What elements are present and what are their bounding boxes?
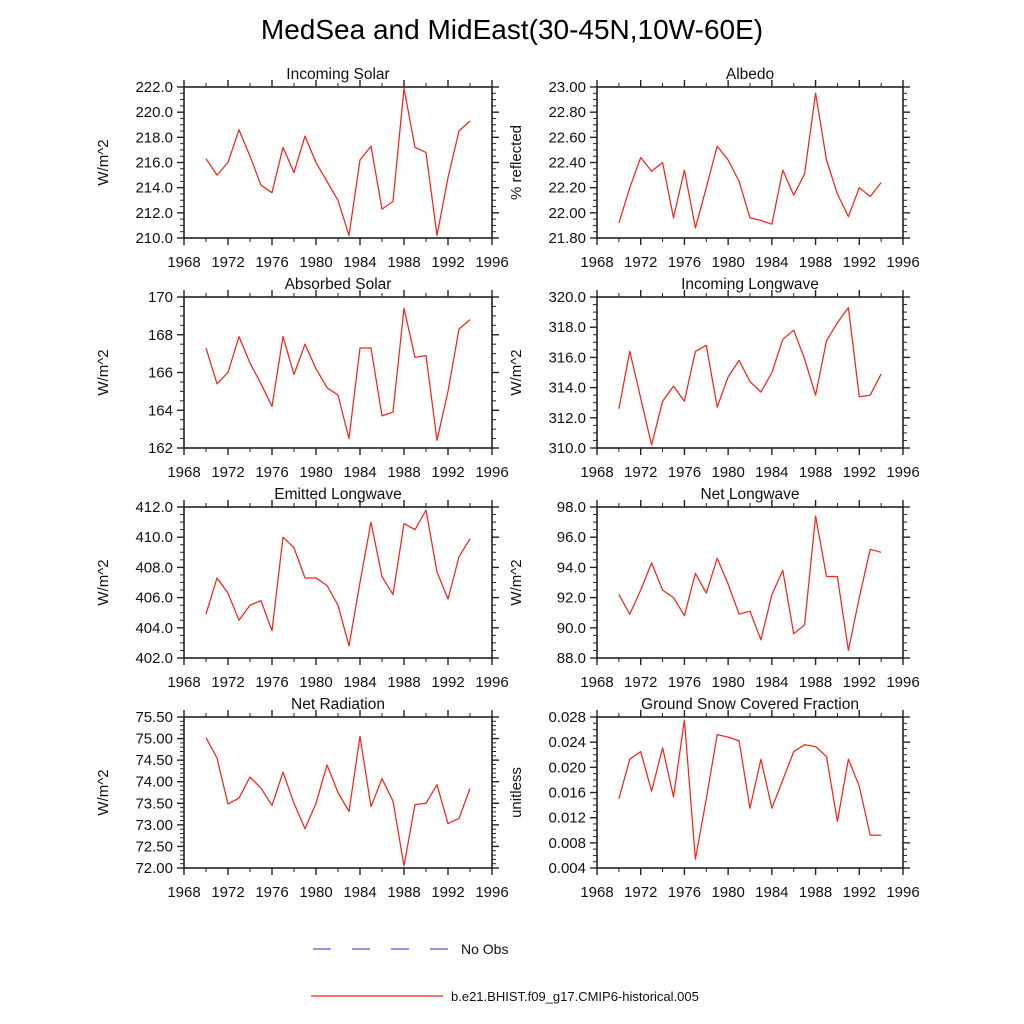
y-axis-tick-label: 23.00 bbox=[548, 79, 586, 96]
x-axis-tick-label: 1968 bbox=[167, 254, 201, 271]
x-axis-tick-label: 1996 bbox=[475, 254, 509, 271]
y-axis-tick-label: 90.0 bbox=[556, 619, 586, 637]
x-axis-tick-label: 1972 bbox=[624, 884, 658, 901]
subplot-title: Net Radiation bbox=[291, 696, 385, 713]
legend-item-model bbox=[310, 988, 699, 1004]
y-axis-tick-label: 72.00 bbox=[135, 860, 173, 877]
subplot-title: Incoming Solar bbox=[286, 66, 390, 83]
x-axis-tick-label: 1984 bbox=[755, 254, 789, 271]
plot-frame bbox=[597, 87, 903, 238]
y-axis-tick-label: 74.00 bbox=[135, 773, 173, 791]
x-axis-tick-label: 1992 bbox=[842, 464, 876, 481]
y-axis-tick-label: 214.0 bbox=[135, 179, 173, 197]
y-axis-tick-label: 0.020 bbox=[548, 759, 586, 777]
y-axis-unit-label: W/m^2 bbox=[95, 769, 112, 816]
y-axis-tick-label: 216.0 bbox=[135, 154, 173, 172]
y-axis-tick-label: 318.0 bbox=[548, 319, 586, 337]
subplot-title: Ground Snow Covered Fraction bbox=[641, 696, 859, 713]
x-axis-tick-label: 1968 bbox=[167, 464, 201, 481]
x-axis-tick-label: 1972 bbox=[624, 674, 658, 691]
y-axis-tick-label: 0.028 bbox=[548, 709, 586, 726]
x-axis-tick-label: 1972 bbox=[211, 254, 245, 271]
subplot-title: Emitted Longwave bbox=[274, 486, 402, 503]
x-axis-tick-label: 1972 bbox=[211, 884, 245, 901]
y-axis-unit-label: W/m^2 bbox=[508, 559, 525, 606]
x-axis-tick-label: 1980 bbox=[299, 464, 333, 481]
y-axis-tick-label: 312.0 bbox=[548, 409, 586, 427]
legend-label-no-obs: No Obs bbox=[461, 941, 509, 957]
x-axis-tick-label: 1984 bbox=[755, 464, 789, 481]
y-axis-tick-label: 316.0 bbox=[548, 349, 586, 367]
x-axis-tick-label: 1972 bbox=[211, 674, 245, 691]
y-axis-tick-label: 0.004 bbox=[548, 860, 586, 877]
y-axis-tick-label: 0.012 bbox=[548, 809, 586, 827]
y-axis-unit-label: unitless bbox=[508, 767, 525, 818]
tick-marks bbox=[590, 80, 910, 245]
y-axis-tick-label: 410.0 bbox=[135, 529, 173, 547]
subplot-title: Albedo bbox=[725, 66, 775, 83]
x-axis-tick-label: 1996 bbox=[886, 674, 920, 691]
y-axis-tick-label: 73.00 bbox=[135, 816, 173, 834]
figure-title: MedSea and MidEast(30-45N,10W-60E) bbox=[260, 14, 764, 45]
data-line-net-radiation bbox=[206, 736, 470, 865]
y-axis-tick-label: 404.0 bbox=[135, 619, 173, 637]
x-axis-tick-label: 1968 bbox=[580, 464, 614, 481]
y-axis-tick-label: 166 bbox=[147, 364, 173, 382]
data-line-emitted-longwave bbox=[206, 510, 470, 646]
x-axis-tick-label: 1992 bbox=[431, 884, 465, 901]
y-axis-tick-label: 92.0 bbox=[556, 589, 586, 607]
y-axis-tick-label: 88.0 bbox=[556, 650, 586, 667]
subplot-ground-snow-covered-fraction bbox=[497, 687, 921, 914]
y-axis-tick-label: 314.0 bbox=[548, 379, 586, 397]
x-axis-tick-label: 1988 bbox=[387, 674, 421, 691]
tick-marks bbox=[590, 290, 910, 455]
y-axis-tick-label: 408.0 bbox=[135, 559, 173, 577]
subplot-title: Incoming Longwave bbox=[681, 276, 819, 293]
plot-frame bbox=[184, 507, 492, 658]
plot-frame bbox=[597, 297, 903, 448]
subplot-emitted-longwave bbox=[84, 477, 510, 704]
subplot-incoming-longwave bbox=[497, 267, 921, 494]
y-axis-tick-label: 164 bbox=[147, 402, 173, 420]
x-axis-tick-label: 1996 bbox=[475, 674, 509, 691]
x-axis-tick-label: 1988 bbox=[798, 254, 833, 271]
legend-item-no-obs bbox=[312, 941, 508, 957]
x-axis-tick-label: 1980 bbox=[299, 884, 333, 901]
x-axis-tick-label: 1984 bbox=[755, 884, 789, 901]
y-axis-tick-label: 168 bbox=[147, 326, 173, 344]
y-axis-tick-label: 0.024 bbox=[548, 734, 586, 752]
tick-marks bbox=[177, 290, 499, 455]
x-axis-tick-label: 1976 bbox=[255, 254, 289, 271]
y-axis-tick-label: 22.60 bbox=[548, 129, 586, 147]
x-axis-tick-label: 1988 bbox=[798, 464, 833, 481]
y-axis-tick-label: 310.0 bbox=[548, 440, 586, 457]
x-axis-tick-label: 1992 bbox=[431, 254, 465, 271]
solid-line-swatch bbox=[310, 988, 444, 1004]
x-axis-tick-label: 1996 bbox=[886, 254, 920, 271]
y-axis-tick-label: 170 bbox=[147, 289, 173, 306]
x-axis-tick-label: 1984 bbox=[343, 254, 377, 271]
y-axis-tick-label: 412.0 bbox=[135, 499, 173, 516]
x-axis-tick-label: 1996 bbox=[886, 884, 920, 901]
x-axis-tick-label: 1996 bbox=[886, 464, 920, 481]
y-axis-tick-label: 74.50 bbox=[135, 752, 173, 770]
x-axis-tick-label: 1976 bbox=[667, 254, 702, 271]
x-axis-tick-label: 1976 bbox=[667, 674, 702, 691]
x-axis-tick-label: 1968 bbox=[167, 674, 201, 691]
y-axis-tick-label: 406.0 bbox=[135, 589, 173, 607]
data-line-albedo bbox=[619, 93, 881, 228]
y-axis-unit-label: W/m^2 bbox=[95, 559, 112, 606]
y-axis-tick-label: 75.50 bbox=[135, 709, 173, 726]
x-axis-tick-label: 1980 bbox=[711, 884, 745, 901]
y-axis-tick-label: 21.80 bbox=[548, 230, 586, 247]
data-line-incoming-longwave bbox=[619, 308, 881, 445]
x-axis-tick-label: 1988 bbox=[798, 884, 833, 901]
y-axis-tick-label: 22.20 bbox=[548, 179, 586, 197]
x-axis-tick-label: 1988 bbox=[387, 254, 421, 271]
legend-label-model: b.e21.BHIST.f09_g17.CMIP6-historical.005 bbox=[451, 988, 699, 1004]
y-axis-tick-label: 73.50 bbox=[135, 795, 173, 813]
x-axis-tick-label: 1984 bbox=[343, 674, 377, 691]
y-axis-tick-label: 212.0 bbox=[135, 204, 173, 222]
data-line-ground-snow-covered-fraction bbox=[619, 720, 881, 859]
y-axis-tick-label: 222.0 bbox=[135, 79, 173, 96]
x-axis-tick-label: 1996 bbox=[475, 464, 509, 481]
x-axis-tick-label: 1980 bbox=[711, 674, 745, 691]
subplot-net-longwave bbox=[497, 477, 921, 704]
x-axis-tick-label: 1984 bbox=[755, 674, 789, 691]
y-axis-tick-label: 210.0 bbox=[135, 230, 173, 247]
subplot-net-radiation bbox=[84, 687, 510, 914]
x-axis-tick-label: 1992 bbox=[431, 464, 465, 481]
x-axis-tick-label: 1980 bbox=[711, 254, 745, 271]
x-axis-tick-label: 1988 bbox=[387, 464, 421, 481]
y-axis-tick-label: 96.0 bbox=[556, 529, 586, 547]
x-axis-tick-label: 1992 bbox=[842, 884, 876, 901]
x-axis-tick-label: 1968 bbox=[580, 674, 614, 691]
x-axis-tick-label: 1984 bbox=[343, 464, 377, 481]
x-axis-tick-label: 1992 bbox=[431, 674, 465, 691]
y-axis-tick-label: 402.0 bbox=[135, 650, 173, 667]
x-axis-tick-label: 1976 bbox=[667, 884, 702, 901]
y-axis-unit-label: W/m^2 bbox=[95, 349, 112, 396]
y-axis-tick-label: 94.0 bbox=[556, 559, 586, 577]
x-axis-tick-label: 1980 bbox=[299, 254, 333, 271]
y-axis-tick-label: 75.00 bbox=[135, 730, 173, 748]
x-axis-tick-label: 1976 bbox=[255, 464, 289, 481]
y-axis-tick-label: 22.80 bbox=[548, 104, 586, 122]
subplot-albedo bbox=[497, 57, 921, 284]
x-axis-tick-label: 1972 bbox=[624, 464, 658, 481]
x-axis-tick-label: 1972 bbox=[624, 254, 658, 271]
plot-frame bbox=[184, 87, 492, 238]
x-axis-tick-label: 1968 bbox=[167, 884, 201, 901]
x-axis-tick-label: 1976 bbox=[667, 464, 702, 481]
x-axis-tick-label: 1988 bbox=[387, 884, 421, 901]
y-axis-tick-label: 218.0 bbox=[135, 129, 173, 147]
y-axis-tick-label: 0.008 bbox=[548, 834, 586, 852]
tick-marks bbox=[177, 500, 499, 665]
x-axis-tick-label: 1996 bbox=[475, 884, 509, 901]
x-axis-tick-label: 1984 bbox=[343, 884, 377, 901]
subplot-absorbed-solar bbox=[84, 267, 510, 494]
subplot-title: Absorbed Solar bbox=[284, 276, 392, 293]
x-axis-tick-label: 1968 bbox=[580, 884, 614, 901]
x-axis-tick-label: 1972 bbox=[211, 464, 245, 481]
tick-marks bbox=[177, 80, 499, 245]
y-axis-tick-label: 72.50 bbox=[135, 838, 173, 856]
plot-frame bbox=[184, 297, 492, 448]
y-axis-tick-label: 0.016 bbox=[548, 784, 586, 802]
plot-frame bbox=[597, 507, 903, 658]
x-axis-tick-label: 1992 bbox=[842, 674, 876, 691]
y-axis-tick-label: 162 bbox=[147, 440, 173, 457]
tick-marks bbox=[590, 500, 910, 665]
y-axis-unit-label: W/m^2 bbox=[95, 139, 112, 186]
y-axis-tick-label: 98.0 bbox=[556, 499, 586, 516]
x-axis-tick-label: 1976 bbox=[255, 884, 289, 901]
x-axis-tick-label: 1988 bbox=[798, 674, 833, 691]
x-axis-tick-label: 1976 bbox=[255, 674, 289, 691]
subplot-incoming-solar bbox=[84, 57, 510, 284]
dashed-line-swatch bbox=[312, 941, 454, 957]
x-axis-tick-label: 1968 bbox=[580, 254, 614, 271]
y-axis-unit-label: W/m^2 bbox=[508, 349, 525, 396]
x-axis-tick-label: 1980 bbox=[711, 464, 745, 481]
y-axis-unit-label: % reflected bbox=[508, 124, 525, 201]
plot-frame bbox=[597, 717, 903, 868]
y-axis-tick-label: 22.00 bbox=[548, 204, 586, 222]
data-line-net-longwave bbox=[619, 516, 881, 650]
data-line-absorbed-solar bbox=[206, 308, 470, 440]
x-axis-tick-label: 1992 bbox=[842, 254, 876, 271]
tick-marks bbox=[590, 710, 910, 875]
data-line-incoming-solar bbox=[206, 88, 470, 235]
y-axis-tick-label: 220.0 bbox=[135, 104, 173, 122]
y-axis-tick-label: 320.0 bbox=[548, 289, 586, 306]
subplot-title: Net Longwave bbox=[700, 486, 800, 503]
x-axis-tick-label: 1980 bbox=[299, 674, 333, 691]
y-axis-tick-label: 22.40 bbox=[548, 154, 586, 172]
